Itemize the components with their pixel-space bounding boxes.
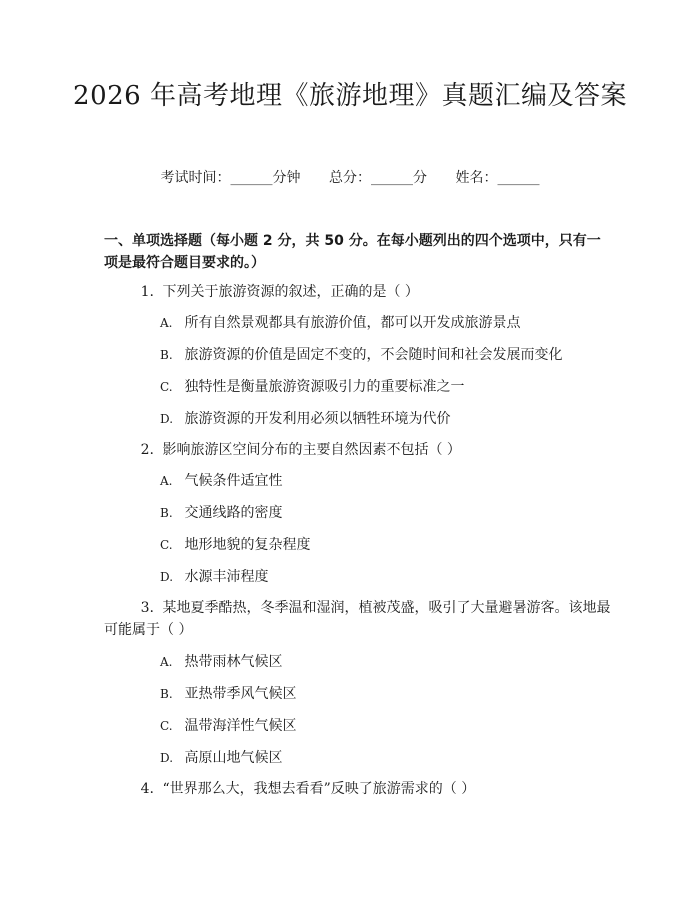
option-letter: B. [160, 348, 173, 362]
question-text: 影响旅游区空间分布的主要自然因素不包括（ ） [162, 442, 461, 458]
option-letter: C. [160, 538, 173, 552]
option-2b [160, 503, 610, 523]
option-text: 旅游资源的开发利用必须以牺牲环境为代价 [184, 411, 451, 427]
document-title: 2026 年高考地理《旅游地理》真题汇编及答案 [73, 81, 627, 111]
section-heading-single-choice: 一、单项选择题（每小题 2 分，共 50 分。在每小题列出的四个选项中，只有一项是最符合题目要求的。） [104, 233, 601, 271]
option-text: 亚热带季风气候区 [184, 686, 297, 702]
question-text: 某地夏季酷热，冬季温和湿润，植被茂盛，吸引了大量避暑游客。该地最可能属于（ ） [104, 600, 611, 638]
option-letter: A. [160, 474, 173, 488]
total-score-field: 总分：______分 [329, 170, 427, 186]
exam-time-field: 考试时间：______分钟 [160, 170, 301, 186]
option-2d [160, 567, 610, 587]
option-text: 热带雨林气候区 [184, 654, 283, 670]
option-letter: A. [160, 655, 173, 669]
option-letter: D. [160, 570, 174, 584]
option-1b [160, 345, 610, 365]
option-1a [160, 313, 610, 333]
option-text: 高原山地气候区 [184, 750, 283, 766]
option-letter: D. [160, 412, 174, 426]
question-text: “世界那么大，我想去看看”反映了旅游需求的（ ） [162, 781, 476, 797]
question-number: 4. [140, 781, 154, 797]
option-letter: B. [160, 687, 173, 701]
option-text: 地形地貌的复杂程度 [184, 537, 311, 553]
option-2c [160, 535, 610, 555]
option-3d [160, 748, 610, 768]
option-letter: D. [160, 751, 174, 765]
option-letter: B. [160, 506, 173, 520]
exam-info-line [0, 168, 700, 188]
option-text: 交通线路的密度 [184, 505, 283, 521]
option-text: 所有自然景观都具有旅游价值，都可以开发成旅游景点 [184, 315, 521, 331]
option-letter: C. [160, 719, 173, 733]
option-1d [160, 409, 610, 429]
question-number: 2. [140, 442, 154, 458]
option-3a [160, 652, 610, 672]
option-letter: A. [160, 316, 173, 330]
option-letter: C. [160, 380, 173, 394]
question-text: 下列关于旅游资源的叙述，正确的是（ ） [162, 284, 419, 300]
option-text: 水源丰沛程度 [184, 569, 269, 585]
question-1 [104, 281, 614, 303]
question-4 [104, 778, 614, 800]
question-2 [104, 439, 614, 461]
option-text: 气候条件适宜性 [184, 473, 283, 489]
question-number: 1. [140, 284, 154, 300]
option-text: 温带海洋性气候区 [184, 718, 297, 734]
question-3 [104, 597, 614, 641]
option-text: 旅游资源的价值是固定不变的，不会随时间和社会发展而变化 [184, 347, 563, 363]
option-3b [160, 684, 610, 704]
student-name-field: 姓名：______ [455, 170, 540, 186]
option-text: 独特性是衡量旅游资源吸引力的重要标准之一 [184, 379, 465, 395]
option-1c [160, 377, 610, 397]
option-3c [160, 716, 610, 736]
question-number: 3. [140, 600, 154, 616]
option-2a [160, 471, 610, 491]
